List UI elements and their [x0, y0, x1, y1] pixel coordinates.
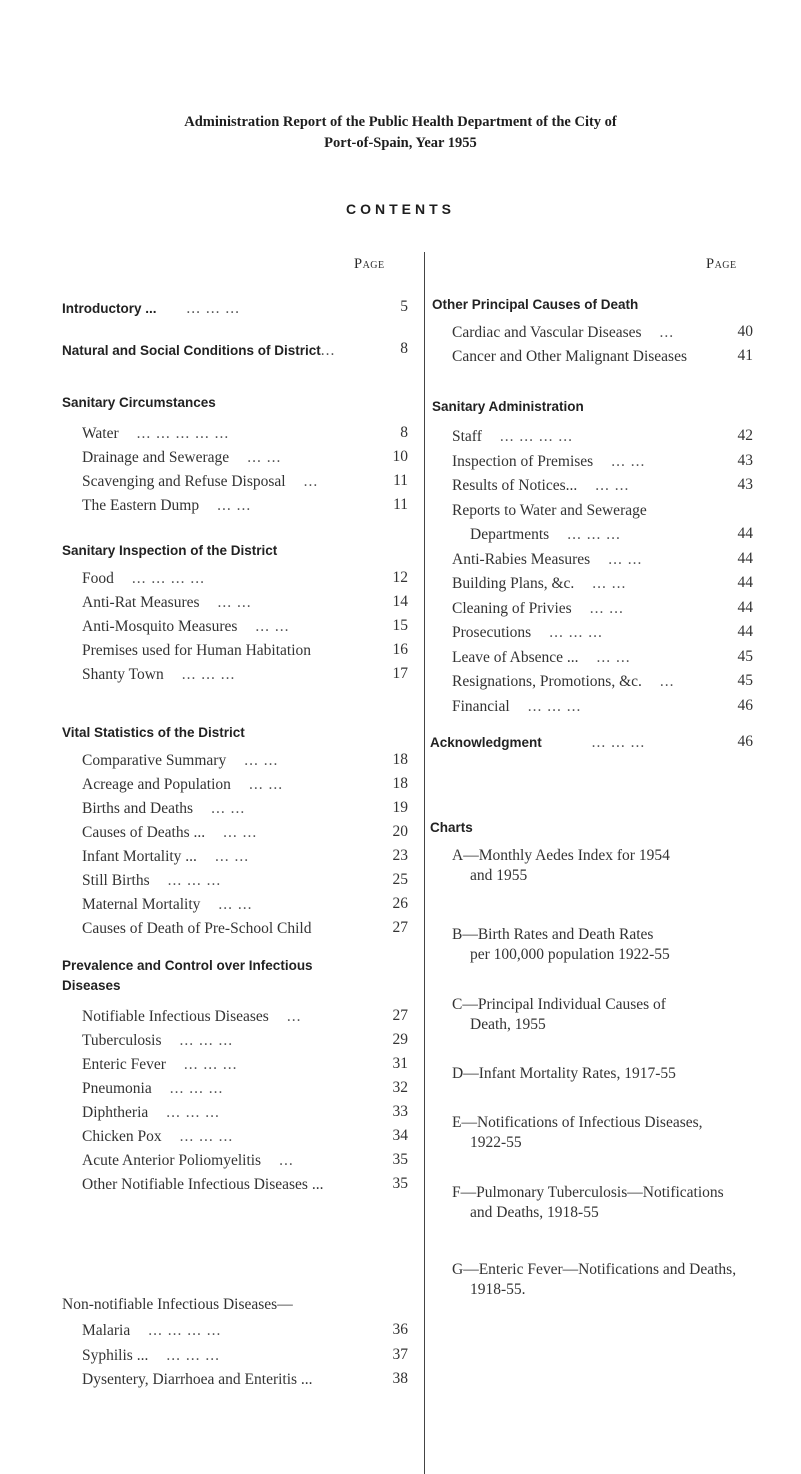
leader-dots: ... ...	[214, 848, 250, 865]
right-page-column-header: Page	[706, 256, 737, 272]
toc-entry-label: Anti-Rat Measures	[82, 594, 200, 611]
chart-entry-line2: Death, 1955	[470, 1016, 546, 1033]
leader-dots: ...	[659, 673, 675, 690]
page-number: 32	[392, 1079, 408, 1096]
report-title-line2: Port-of-Spain, Year 1955	[324, 135, 477, 151]
leader-dots: ... ...	[608, 550, 643, 568]
leader-dots: ... ... ...	[549, 624, 603, 641]
leader-dots: ... ...	[223, 824, 258, 841]
toc-entry-label: Inspection of Premises	[452, 452, 594, 470]
leader-dots: ... ... ...	[166, 1346, 220, 1364]
toc-entry-label: Water	[82, 425, 119, 442]
toc-entry-label: Other Notifiable Infectious Diseases ...	[82, 1176, 324, 1193]
leader-dots: ... ...	[218, 896, 253, 913]
toc-entry	[470, 526, 621, 544]
toc-entry	[452, 551, 642, 569]
toc-entry	[82, 1322, 221, 1340]
toc-entry	[82, 570, 205, 588]
toc-entry-label: Building Plans, &c.	[452, 575, 575, 592]
toc-entry	[82, 473, 318, 491]
leader-dots: ...	[286, 1008, 302, 1025]
leader-dots: ... ... ... ...	[499, 428, 573, 445]
toc-entry-label: The Eastern Dump	[82, 497, 200, 514]
toc-entry-label: Resignations, Promotions, &c.	[452, 673, 642, 690]
toc-entry-label: Cancer and Other Malignant Diseases	[452, 348, 688, 365]
page-number: 43	[737, 451, 753, 469]
leader-dots: ... ...	[244, 752, 279, 769]
section-heading-other-causes: Other Principal Causes of Death	[432, 297, 639, 312]
toc-entry	[452, 673, 675, 691]
contents-heading: CONTENTS	[346, 201, 455, 217]
page-number: 42	[737, 427, 753, 444]
page-number: 19	[392, 799, 408, 816]
toc-entry-label: Enteric Fever	[82, 1056, 166, 1073]
toc-entry	[82, 666, 235, 684]
toc-entry	[82, 1056, 238, 1074]
page-number: 41	[737, 347, 753, 364]
leader-dots: ... ... ...	[527, 697, 582, 715]
chart-entry-line1: A—Monthly Aedes Index for 1954	[452, 847, 670, 864]
page-number: 23	[392, 847, 408, 864]
page-number: 12	[392, 569, 408, 586]
toc-entry	[452, 324, 674, 342]
chart-entry-line2: 1922-55	[470, 1134, 522, 1151]
toc-entry	[82, 425, 229, 443]
page-number: 44	[737, 598, 753, 616]
toc-entry	[82, 896, 253, 914]
page-number: 33	[392, 1103, 408, 1120]
leader-dots: ...	[279, 1152, 294, 1169]
leader-dots: ... ... ... ... ...	[136, 425, 230, 442]
leader-dots: ... ... ...	[167, 872, 222, 889]
page-number: 27	[392, 1007, 408, 1024]
leader-dots: ... ... ...	[181, 666, 236, 683]
toc-entry-label: Leave of Absence ...	[452, 648, 579, 666]
toc-entry	[452, 477, 629, 495]
toc-entry	[452, 502, 647, 520]
toc-entry	[82, 800, 245, 818]
toc-entry-label: Tuberculosis	[82, 1032, 162, 1049]
section-heading-vital-statistics: Vital Statistics of the District	[62, 725, 245, 740]
leader-dots: ... ...	[255, 618, 290, 635]
toc-entry	[82, 920, 311, 938]
chart-entry-line2: per 100,000 population 1922-55	[470, 946, 670, 963]
chart-entry	[452, 1260, 736, 1300]
leader-dots: ... ...	[211, 800, 246, 817]
toc-entry-label: Drainage and Sewerage	[82, 449, 230, 466]
toc-entry	[82, 1104, 220, 1122]
toc-entry	[82, 497, 251, 515]
page-number: 17	[392, 665, 408, 682]
toc-entry-label: Diphtheria	[82, 1104, 149, 1121]
page-number: 27	[392, 919, 408, 936]
page-number: 46	[737, 696, 753, 714]
toc-entry-label: Anti-Rabies Measures	[452, 550, 591, 568]
chart-entry-line1: G—Enteric Fever—Notifications and Deaths,	[452, 1261, 737, 1278]
toc-entry	[452, 600, 624, 618]
toc-entry-label: Staff	[452, 428, 482, 445]
leader-dots: ... ... ... ...	[131, 570, 205, 587]
page-number: 20	[392, 823, 408, 840]
toc-entry	[82, 1128, 233, 1146]
chart-entry-line1: B—Birth Rates and Death Rates	[452, 926, 654, 943]
toc-entry	[452, 453, 645, 471]
page-number: 18	[392, 751, 408, 768]
toc-entry	[82, 1347, 220, 1365]
toc-entry	[82, 1176, 323, 1194]
toc-entry-label: Prosecutions	[452, 624, 532, 641]
leader-dots: ... ...	[611, 452, 646, 470]
leader-dots: ... ...	[217, 594, 252, 611]
toc-entry-label: Reports to Water and Sewerage	[452, 501, 647, 519]
page-number: 8	[400, 340, 408, 357]
page-number: 38	[392, 1370, 408, 1387]
page-number: 35	[392, 1175, 408, 1192]
left-page-column-header: Page	[354, 256, 385, 272]
toc-entry	[82, 776, 283, 794]
leader-dots: ... ...	[596, 648, 631, 666]
page-number: 11	[393, 472, 408, 489]
toc-entry	[82, 594, 252, 612]
page-number: 16	[392, 641, 408, 658]
page-number: 25	[392, 871, 408, 888]
section-heading-sanitary-inspection: Sanitary Inspection of the District	[62, 543, 278, 558]
page-number: 29	[392, 1031, 408, 1048]
toc-entry-label: Cleaning of Privies	[452, 599, 572, 617]
toc-entry-label: Maternal Mortality	[82, 896, 201, 913]
toc-entry-label: Cardiac and Vascular Diseases	[452, 324, 642, 341]
toc-entry	[82, 1371, 313, 1389]
toc-entry	[82, 824, 257, 842]
toc-entry	[82, 872, 221, 890]
section-heading-sanitary-circumstances: Sanitary Circumstances	[62, 395, 216, 410]
toc-entry-label: Causes of Deaths ...	[82, 824, 206, 841]
toc-entry-label: Anti-Mosquito Measures	[82, 618, 238, 635]
toc-entry	[452, 348, 687, 366]
leader-dots: ... ...	[589, 599, 624, 617]
toc-entry-label: Syphilis ...	[82, 1346, 149, 1364]
chart-entry-line1: D—Infant Mortality Rates, 1917-55	[452, 1065, 676, 1082]
chart-entry	[452, 846, 670, 886]
page-number: 46	[737, 733, 753, 750]
chart-entry-line2: and Deaths, 1918-55	[470, 1204, 599, 1221]
page-number: 45	[737, 672, 753, 689]
section-heading-prevalence-line2: Diseases	[62, 978, 121, 993]
toc-entry	[82, 752, 278, 770]
chart-entry	[452, 925, 670, 965]
chart-entry-line1: E—Notifications of Infectious Diseases,	[452, 1114, 703, 1131]
page-number: 44	[737, 574, 753, 591]
page-number: 44	[737, 623, 753, 640]
toc-entry	[82, 1032, 233, 1050]
page-number: 37	[392, 1345, 408, 1363]
toc-entry	[452, 428, 573, 446]
section-heading-prevalence-line1: Prevalence and Control over Infectious	[62, 958, 313, 973]
toc-entry-label: Financial	[452, 697, 510, 715]
toc-entry-label: Results of Notices...	[452, 477, 578, 494]
leader-dots: ... ...	[595, 477, 630, 494]
page-number: 44	[737, 525, 753, 542]
non-notifiable-heading: Non-notifiable Infectious Diseases—	[62, 1296, 293, 1313]
leader-dots: ... ...	[248, 776, 284, 793]
toc-entry-label: Causes of Death of Pre-School Child	[82, 920, 312, 937]
page-number: 36	[392, 1321, 408, 1338]
toc-entry-label: Births and Deaths	[82, 800, 194, 817]
leader-dots: ... ...	[592, 575, 627, 592]
toc-entry-label: Pneumonia	[82, 1080, 152, 1097]
toc-entry-label: Shanty Town	[82, 666, 164, 683]
toc-entry-label: Malaria	[82, 1322, 131, 1339]
report-title	[0, 112, 801, 154]
toc-entry	[452, 649, 631, 667]
leader-dots: ... ... ...	[169, 1080, 224, 1097]
leader-dots: ... ...	[217, 497, 252, 514]
leader-dots: ... ... ...	[183, 1056, 238, 1073]
toc-entry	[452, 575, 626, 593]
toc-entry-label: Departments	[470, 526, 550, 543]
page-number: 45	[737, 647, 753, 665]
toc-entry-label: Premises used for Human Habitation	[82, 642, 312, 659]
toc-entry	[82, 1080, 223, 1098]
toc-entry-introductory: Introductory ... ... ... ...	[62, 300, 240, 317]
section-heading-charts: Charts	[430, 820, 473, 835]
page-number: 8	[400, 424, 408, 441]
leader-dots: ... ... ...	[567, 526, 621, 543]
page-number: 31	[392, 1055, 408, 1072]
toc-entry-label: Still Births	[82, 872, 150, 889]
toc-entry	[452, 624, 603, 642]
page-number: 44	[737, 549, 753, 567]
column-divider	[424, 252, 425, 1474]
toc-entry-natural-social: Natural and Social Conditions of District...	[62, 342, 336, 359]
page-number: 11	[393, 496, 408, 513]
page-number: 26	[392, 895, 408, 912]
toc-entry-label: Food	[82, 570, 114, 587]
page-number: 35	[392, 1151, 408, 1168]
page-number: 10	[392, 448, 408, 465]
toc-entry-label: Scavenging and Refuse Disposal	[82, 473, 286, 490]
toc-entry-acknowledgment: Acknowledgment ... ... ...	[430, 734, 646, 751]
toc-entry	[82, 642, 311, 660]
page-number: 5	[400, 298, 408, 315]
page-number: 34	[392, 1127, 408, 1144]
leader-dots: ... ... ...	[179, 1032, 234, 1049]
section-heading-sanitary-administration: Sanitary Administration	[432, 399, 584, 414]
toc-entry-label: Acute Anterior Poliomyelitis	[82, 1152, 262, 1169]
page-number: 43	[737, 476, 753, 493]
toc-entry	[82, 1008, 301, 1026]
toc-entry-label: Acreage and Population	[82, 776, 231, 793]
chart-entry	[452, 1183, 724, 1223]
toc-entry	[82, 848, 249, 866]
chart-entry	[452, 1113, 703, 1153]
chart-entry-line1: F—Pulmonary Tuberculosis—Notifications	[452, 1184, 724, 1201]
toc-entry-label: Notifiable Infectious Diseases	[82, 1008, 269, 1025]
leader-dots: ... ... ... ...	[148, 1322, 222, 1339]
toc-entry	[82, 1152, 294, 1170]
toc-entry	[82, 449, 281, 467]
toc-entry-label: Chicken Pox	[82, 1128, 162, 1145]
toc-entry	[452, 698, 581, 716]
toc-entry-label: Infant Mortality ...	[82, 848, 197, 865]
leader-dots: ...	[303, 473, 319, 490]
page-number: 15	[392, 617, 408, 634]
toc-entry-label: Dysentery, Diarrhoea and Enteritis ...	[82, 1371, 313, 1388]
chart-entry-line2: 1918-55.	[470, 1281, 526, 1298]
toc-entry-label: Comparative Summary	[82, 752, 227, 769]
page-number: 18	[392, 775, 408, 792]
leader-dots: ... ... ...	[179, 1128, 234, 1145]
chart-entry-line2: and 1955	[470, 867, 528, 884]
toc-entry	[82, 618, 290, 636]
page-number: 14	[392, 593, 408, 610]
chart-entry-line1: C—Principal Individual Causes of	[452, 996, 666, 1013]
chart-entry	[452, 995, 666, 1035]
leader-dots: ...	[659, 324, 675, 341]
report-title-line1: Administration Report of the Public Health Department of the City of	[184, 114, 617, 130]
leader-dots: ... ...	[247, 449, 282, 466]
page-number: 40	[737, 323, 753, 340]
chart-entry	[452, 1064, 676, 1084]
leader-dots: ... ... ...	[166, 1104, 220, 1121]
